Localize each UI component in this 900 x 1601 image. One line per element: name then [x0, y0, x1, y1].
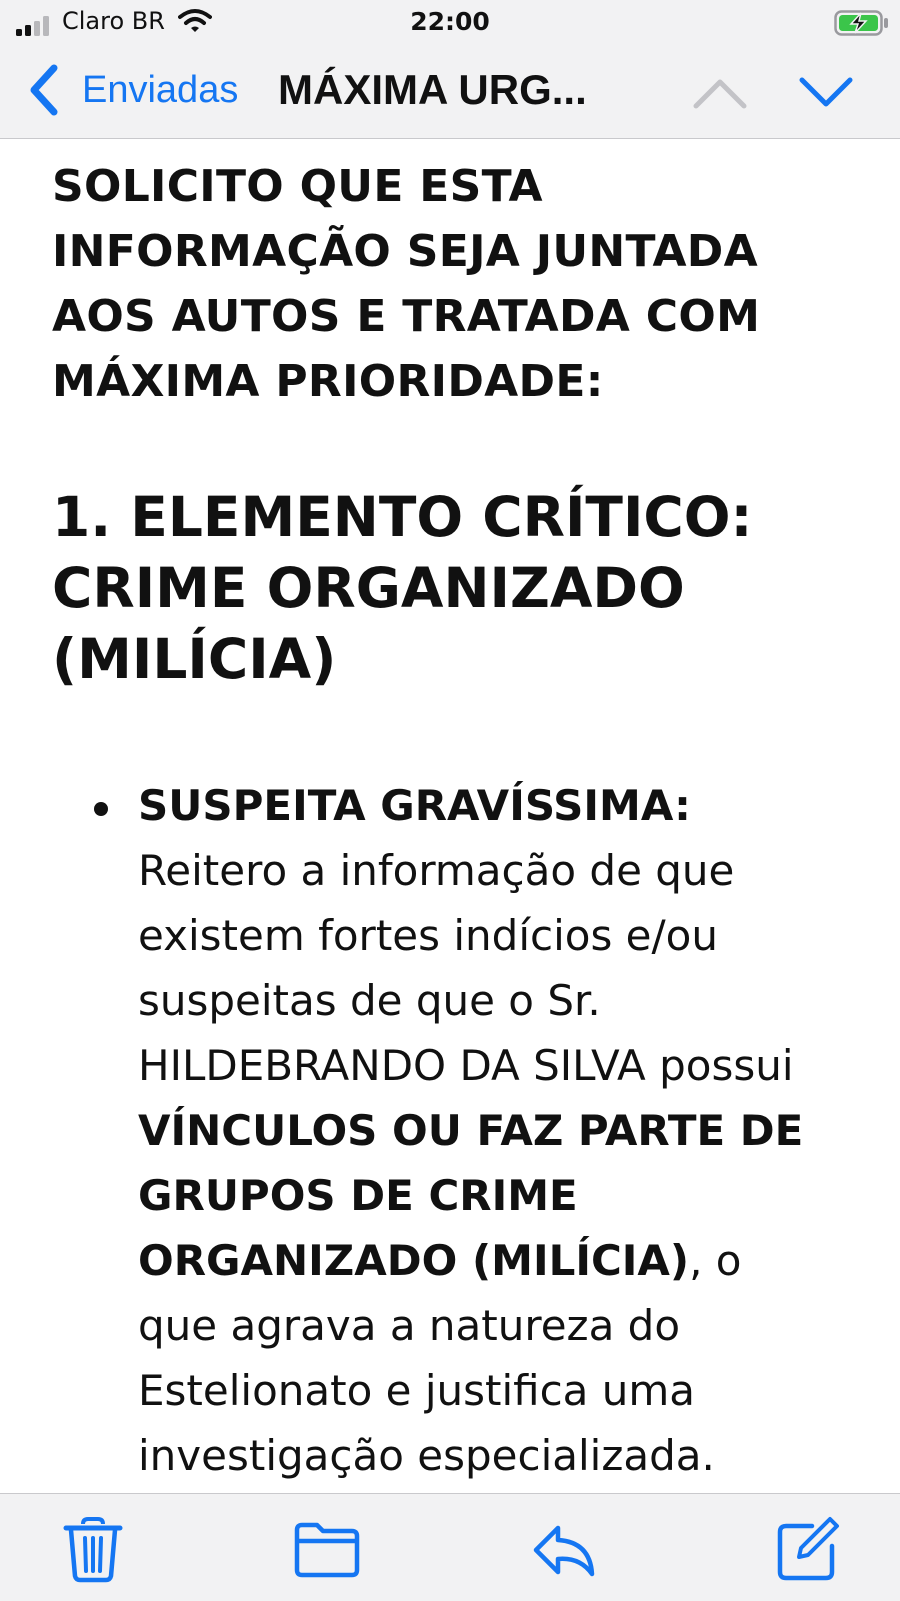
- status-bar: [0, 0, 900, 46]
- message-body[interactable]: [52, 138, 872, 1493]
- battery-charging-icon: [834, 10, 890, 36]
- bullet-list: [52, 773, 872, 1488]
- chevron-left-icon: [26, 62, 60, 118]
- folder-icon[interactable]: [292, 1514, 362, 1584]
- bullet-dot: [94, 802, 108, 816]
- bullet-emphasis: VÍNCULOS OU FAZ PARTE DE GRUPOS DE CRIME ORGANIZADO (MILÍCIA): [138, 1106, 804, 1285]
- bullet-text-part-2: , o que agrava a natureza do Estelionato e justifica uma investigação especializada.: [138, 1236, 742, 1480]
- navigation-bar: [0, 46, 900, 139]
- next-message-chevron-down-icon[interactable]: [796, 70, 856, 114]
- back-button[interactable]: [26, 60, 238, 120]
- bullet-lead: SUSPEITA GRAVÍSSIMA:: [138, 781, 691, 830]
- previous-message-chevron-up-icon[interactable]: [690, 70, 750, 114]
- message-subject-title: MÁXIMA URG...: [278, 66, 587, 113]
- trash-icon[interactable]: [58, 1514, 128, 1584]
- bottom-toolbar: [0, 1493, 900, 1601]
- reply-icon[interactable]: [530, 1514, 600, 1584]
- list-item: [138, 773, 828, 1488]
- bullet-text-part-1: Reitero a informação de que existem fortes indícios e/ou suspeitas de que o Sr. HILDEBRANDO DA SILVA possui: [138, 846, 794, 1090]
- compose-icon[interactable]: [772, 1514, 842, 1584]
- carrier-name: Claro BR: [62, 7, 165, 35]
- back-label[interactable]: Enviadas: [82, 68, 239, 111]
- section-heading: 1. ELEMENTO CRÍTICO: CRIME ORGANIZADO (MILÍCIA): [52, 485, 753, 691]
- intro-paragraph: SOLICITO QUE ESTA INFORMAÇÃO SEJA JUNTADA AOS AUTOS E TRATADA COM MÁXIMA PRIORIDADE:: [52, 161, 761, 407]
- status-time: 22:00: [410, 7, 490, 36]
